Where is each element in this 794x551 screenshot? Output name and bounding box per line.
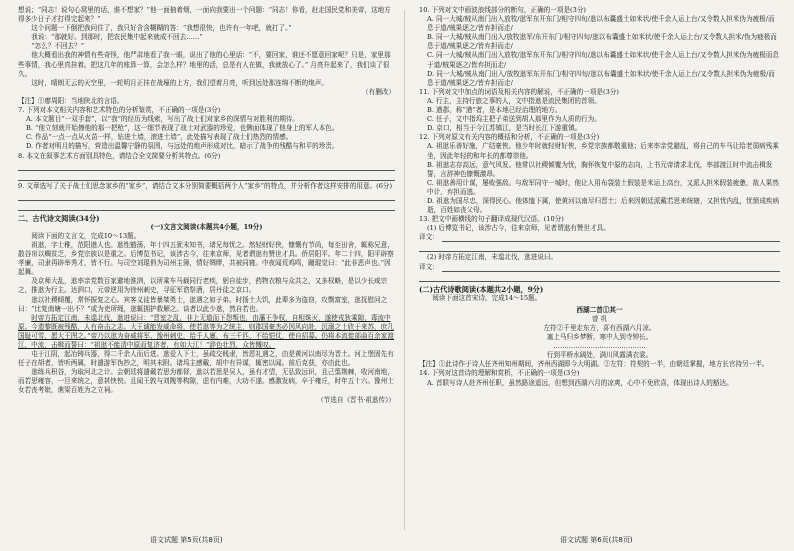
- answer-line[interactable]: [18, 172, 395, 181]
- question-7: 7. 下列对本文相关内容和艺术特色的分析鉴赏，不正确的一项是(3分): [18, 106, 221, 115]
- option-b: B. 遒郡，称“遒”者，是本地已经治理的地方。: [427, 106, 562, 115]
- poem-author: 曾 巩: [591, 314, 608, 323]
- translation-row: [419, 233, 780, 242]
- translate-item-1: (1) 后博览书记，该涉古今，往来京师，见者谓逖有赞世才具。: [427, 224, 610, 233]
- reading-instruction: 阅读下面的文言文，完成10～13题。: [31, 231, 141, 240]
- answer-line[interactable]: [419, 273, 780, 282]
- subsection-heading: (二)古代诗歌阅读(本题共2小题，9分): [419, 284, 544, 294]
- poem-note: 【注】①此诗作于诗人任齐州知州期间，齐州西湖即今大明湖。②左符：符契的一半，由朝廷掌握，地方长官持另一半。: [419, 360, 769, 369]
- poem-line: 塞上马归乡梦断，寒中人到寺钟长。: [546, 333, 653, 342]
- story-paragraph: 我说：“那就好。到那时，把农民集中起来就成不回去……”: [31, 33, 203, 42]
- question-14: 14. 下列对这首诗的理解和赏析，不正确的一项是(3分): [419, 369, 580, 378]
- option-c: C. 任子，文中指坞主把子弟送到胡人那里作为人质的行为。: [427, 115, 601, 124]
- classical-paragraph: 祖逖，字士稚，范阳遒人也。逖性豁荡，年十四五犹未知书，诸兄每忧之。然轻财好侠，慷慨有节尚，每至田舍，辄称兄意，散谷帛以赒贫乏，乡党宗族以是重之。后博览书记，该涉古今，往来京师，见者谓逖有赞世才具。侨居阳平。年二十四，阳平辟察孝廉，司隶再辟举秀才，皆不行。与司空刘琨俱为司州主簿，情好绸缪，共被同寝。中夜闻荒鸡鸣，蹴琨觉曰：“此非恶声也。”因起舞。: [18, 240, 394, 277]
- subsection-heading: (一)文言文阅读(本题共4小题，19分): [150, 222, 263, 231]
- page-footer-right: 语文试题 第6页(共8页): [560, 536, 633, 544]
- classical-paragraph: 及京师大乱，逖率亲党数百家避地淮泗，以所乘车马载同行老疾，躬自徒步，药物衣粮与众共之，又多权略，是以少长咸宗之，推逖为行主。达泗口，元帝逆用为徐州刺史，寻征军谘祭酒，居丹徒之京口。: [18, 277, 388, 295]
- question-13: 13. 把文中画横线的句子翻译成现代汉语。(10分): [419, 215, 564, 224]
- option-c: C. 同一大城/贼从南门出入放牧/逖军东开东门/相守四旬/逖以布囊盛土如米状/使千余人运上台/又令数人担米伪为疲极而息于道/贼果逐之/皆弃担而走/: [427, 51, 780, 69]
- source-note: （有删改）: [362, 87, 395, 96]
- option-a: A. 首联写诗人赴齐州任职，虽然路途遥远，但想到西湖六月的凉爽，心中不免欣喜，体现出诗人的豁达。: [427, 378, 733, 387]
- question-8: 8. 本文在叙事艺术方面别具特色，请结合全文简要分析其特点。(6分): [18, 151, 221, 160]
- option-d: D. 作者对明月的描写，营造出温馨宁静的氛围，与远处的炮声形成对比，暗示了战争的残酷与和平的珍贵。: [26, 142, 339, 151]
- translation-input[interactable]: [442, 263, 780, 272]
- answer-line[interactable]: [18, 202, 395, 211]
- option-a: A. 同一大城/贼从南门出入放牧/逖军东开东门/相守四旬/逖以布囊盛土如米状/使千余人运上台/又令数人担米伪为疲极/而息于道/贼果逐之/皆弃担而走/: [427, 15, 775, 33]
- option-a: A. 行主，主持行旅之事的人，文中指逖是流民集团的首领。: [427, 96, 601, 105]
- story-paragraph: 这个问题一下倒把我问住了，我只好含含糊糊的答：“我想很快，也许有一年吧，就打了。”: [31, 24, 292, 33]
- option-b: B. 同一大城/贼从南门出入/放牧逖军/东开东门/相守四旬/逖以布囊盛土如米状/使千余人运上台/又令数人担米/伪为疲极而息于道/贼果逐之/皆弃担而走/: [427, 33, 777, 51]
- answer-line[interactable]: [18, 162, 395, 171]
- classical-paragraph: 屯于江阴，起冶铸兵器，得二千余人而后进。逖爱人下士，虽疏交贱隶，皆恩礼遇之，由是黄河以南尽为晋土。河上堡固先有任子在胡者，皆听两属，时遣游军伪抄之，明其未附。诸坞主感戴，胡中有异谋，辄密以闻。前后克获，亦由此也。: [18, 350, 394, 368]
- question-10: 10. 下列对文中画波浪线部分的断句，正确的一项是(3分): [419, 6, 586, 14]
- option-b: B. 祖逖志存高远，意气风发。他常以社稷倾覆为忧，胸怀恢复中原的志向，上书元帝请求北伐，率部渡江时中流击楫发誓，言辞神色慷慨激昂。: [427, 160, 773, 178]
- poem-line: 行到平桥水阔处，满川风露满衣裳。: [546, 351, 653, 360]
- reading-instruction: 阅读下面这首宋诗，完成14～15题。: [432, 293, 542, 302]
- answer-line[interactable]: [419, 243, 780, 252]
- question-9: 9. 文章选写了关于战士们思念家乡的“家乡”，请结合文本分别简要概括两个人“家乡”的特点，并分析作者这样安排的用意。(6分): [18, 181, 393, 190]
- question-12: 12. 下列对原文有关内容的概括和分析，不正确的一项是(3分): [419, 133, 600, 142]
- option-d: D. 祖逖为国尽忠，深得民心。他体恤下属，使黄河以南尽归晋土；后来因朝廷派戴若思来统辖，又担忧内乱，忧愤成疾病逝，百姓如丧父母。: [427, 196, 780, 215]
- question-11: 11. 下列对文中加点的词语及相关内容的解说，不正确的一项是(3分): [419, 87, 619, 96]
- story-paragraph: 这时，晴朗无云的天空里，一轮明月正挂在战壕的上方，我们望着月亮，听到远处那连绵不断的炮声。: [31, 78, 328, 87]
- story-paragraph: “怎么？不回去？”: [31, 42, 85, 51]
- translate-item-2: (2) 时帝方拓定江南，未遑北伐，逖进说曰。: [427, 253, 558, 262]
- option-a: A. 祖逖乐善好施，广结豪侠。他少年时就轻财好侠，乡党宗族都敬重他；后来率亲党避乱，将自己的车马让给老弱病残乘坐，因此年轻的和年长的都尊崇他。: [427, 142, 779, 160]
- option-d: D. 京口，相当于今江苏镇江，是当时长江下游重镇。: [427, 124, 582, 133]
- right-page: [405, 0, 794, 551]
- story-paragraph: 他大概看出我的神情有些奇怪，他严肃地看了我一眼，说出了他的心里话：“不，要回家，谁还不愿意回家呢？只是，家里那些事情，我心里真挂着。把这几年的账算一算，会怎么样？地里的活，总是有人在做，我就放心了。” 月亮升起来了，我们谈了很久。: [18, 51, 391, 78]
- translation-label: 译文：: [419, 262, 439, 271]
- source-note: （节选自《晋书·祖逖传》）: [317, 395, 395, 404]
- option-d: D. 同一大城/贼从南门出入/放牧逖军东开东门/相守四旬/逖以布囊盛土如米状/使千余人运上台/又令数人担米伪为疲极/而息于道/贼果逐之/皆弃担而走/: [427, 69, 775, 87]
- classical-paragraph: 逖练兵积谷，为取河北之计。会朝廷将遣戴若思为都督，逖以若思是吴人，虽有才望，无弘致远识，且己翦荆棘，收河南地，而若思雍容，一旦来统之，意甚怏怏。且闻王敦与刘隗等构隙，虑有内难，大功不遂。感激发病，卒于雍丘，时年五十六。豫州士女若丧考妣，谯梁百姓为之立祠。: [18, 368, 394, 395]
- poem-line: ……………………………………: [553, 342, 646, 351]
- section-heading: 二、古代诗文阅读(34分): [18, 213, 100, 223]
- poem-line: 左符②千里走东方，喜有西湖六月凉。: [543, 324, 656, 332]
- translation-input[interactable]: [442, 233, 780, 242]
- poem-title: 西湖二首①其一: [576, 305, 623, 314]
- classical-paragraph: 时帝方拓定江南，未遑北伐，逖进说曰：“晋室之乱，非上无道而下怨叛也，由藩王争权，自相诛灭，遂使戎狄乘隙，毒流中原。今遗黎既被残酷，人有奋击之志。大王诚能发威命将，使若逖等为之统主，则郡国豪杰必因风向赴，沉溺之士欣于来苏，庶几国耻可雪，愿大王图之。”帝乃以逖为奋威将军、豫州刺史，给千人廪，布三千匹，不给铠仗，使自招募。仍将本流徙部曲百余家渡江，中流，击楫而誓曰：“祖逖不能清中原而复济者，有如大江！”辞色壮烈，众皆慨叹。: [18, 313, 394, 349]
- story-paragraph: 想说；“同志！说句心窝里的话，谁不想家？”他一面抽着烟，一面向我要出一个问题：“同志！你看，赶走国民党和美帝，这地方得多少日子才打得完起来？”: [18, 6, 391, 24]
- option-c: C. 祖逖善用计谋，屡败强敌。与敌军同守一城时，他让人用布袋装土假装是米运上高台，又派人担米假装疲惫，敌人果然中计，弃担而逃。: [427, 178, 779, 196]
- classical-paragraph: 逖以社稷倾覆，常怀振复之心。宾客义徒皆暴桀勇士，逖遇之如子弟。时扬土大饥，此辈多为盗窃，攻剽富室，逖抚慰问之曰：“比复南塘一出不？”或为吏所绳，逖辄拥护救解之。谈者以此少逖，然自若也。: [18, 295, 388, 313]
- translation-row: [419, 263, 780, 272]
- translation-label: 译文：: [419, 233, 439, 242]
- option-b: B. “他立刻就开始擦他的那一把枪”，这一细节表现了战士对武器的珍爱，也侧面体现了他身上的军人本色。: [26, 124, 339, 133]
- option-a: A. 本文题目“一双手套”，以“我”的经历为线索，写出了战士们对家乡的深情与对胜利的期待。: [26, 115, 299, 124]
- page-footer-left: 语文试题 第5页(共8页): [150, 536, 223, 544]
- footnote: 【注】①廖周阳：当地陕北的言语。: [18, 96, 124, 105]
- option-c: C. 作品“一点一点从火苗一样，钻进土墙，滚进土墙”，此处描写表现了战士们热烈的情感。: [26, 133, 293, 142]
- answer-line[interactable]: [18, 192, 395, 201]
